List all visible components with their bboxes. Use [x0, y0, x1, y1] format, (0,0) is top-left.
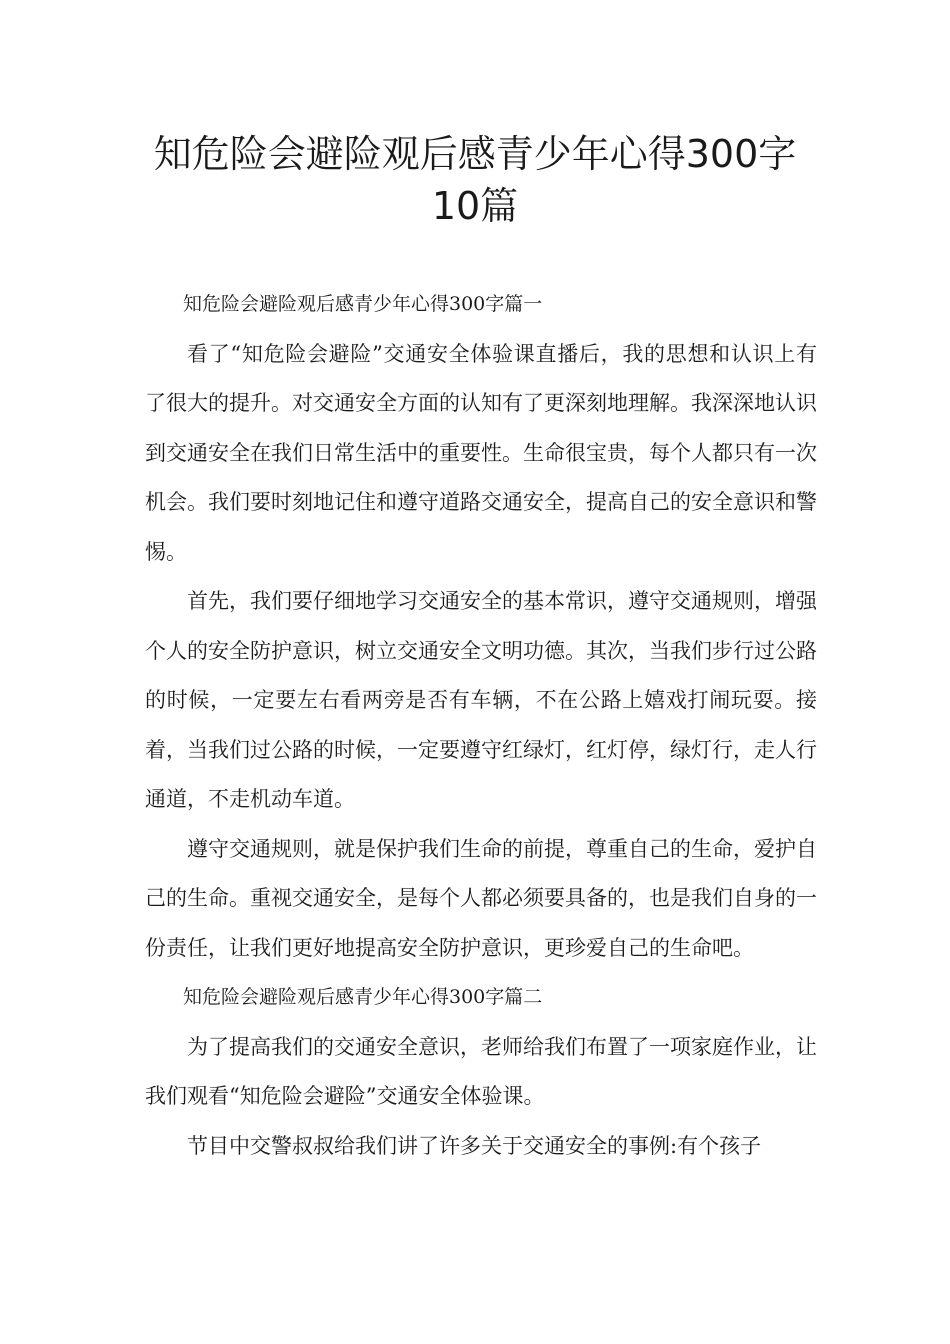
- paragraph: 遵守交通规则，就是保护我们生命的前提，尊重自己的生命，爱护自己的生命。重视交通安全，是每个人都必须要具备的，也是我们自身的一份责任，让我们更好地提高安全防护意识，更珍爱自己的生命吧。: [145, 836, 817, 960]
- paragraph: 首先，我们要仔细地学习交通安全的基本常识，遵守交通规则，增强个人的安全防护意识，树立交通安全文明功德。其次，当我们步行过公路的时候，一定要左右看两旁是否有车辆，不在公路上嬉戏打闹玩耍。接着，当我们过公路的时候，一定要遵守红绿灯，红灯停，绿灯行，走人行通道，不走机动车道。: [145, 589, 817, 811]
- paragraph: 看了“知危险会避险”交通安全体验课直播后，我的思想和认识上有了很大的提升。对交通安全方面的认知有了更深刻地理解。我深深地认识到交通安全在我们日常生活中的重要性。生命很宝贵，每个人都只有一次机会。我们要时刻地记住和遵守道路交通安全，提高自己的安全意识和警惕。: [145, 341, 817, 564]
- document-body: [145, 280, 817, 1171]
- paragraph: 节目中交警叔叔给我们讲了许多关于交通安全的事例:有个孩子: [187, 1133, 762, 1158]
- section-heading-1: 知危险会避险观后感青少年心得300字篇一: [183, 293, 543, 315]
- paragraph: 为了提高我们的交通安全意识，老师给我们布置了一项家庭作业，让我们观看“知危险会避险”交通安全体验课。: [145, 1034, 817, 1108]
- document-title: 知危险会避险观后感青少年心得300字10篇: [153, 132, 797, 228]
- section-heading-2: 知危险会避险观后感青少年心得300字篇二: [183, 986, 543, 1008]
